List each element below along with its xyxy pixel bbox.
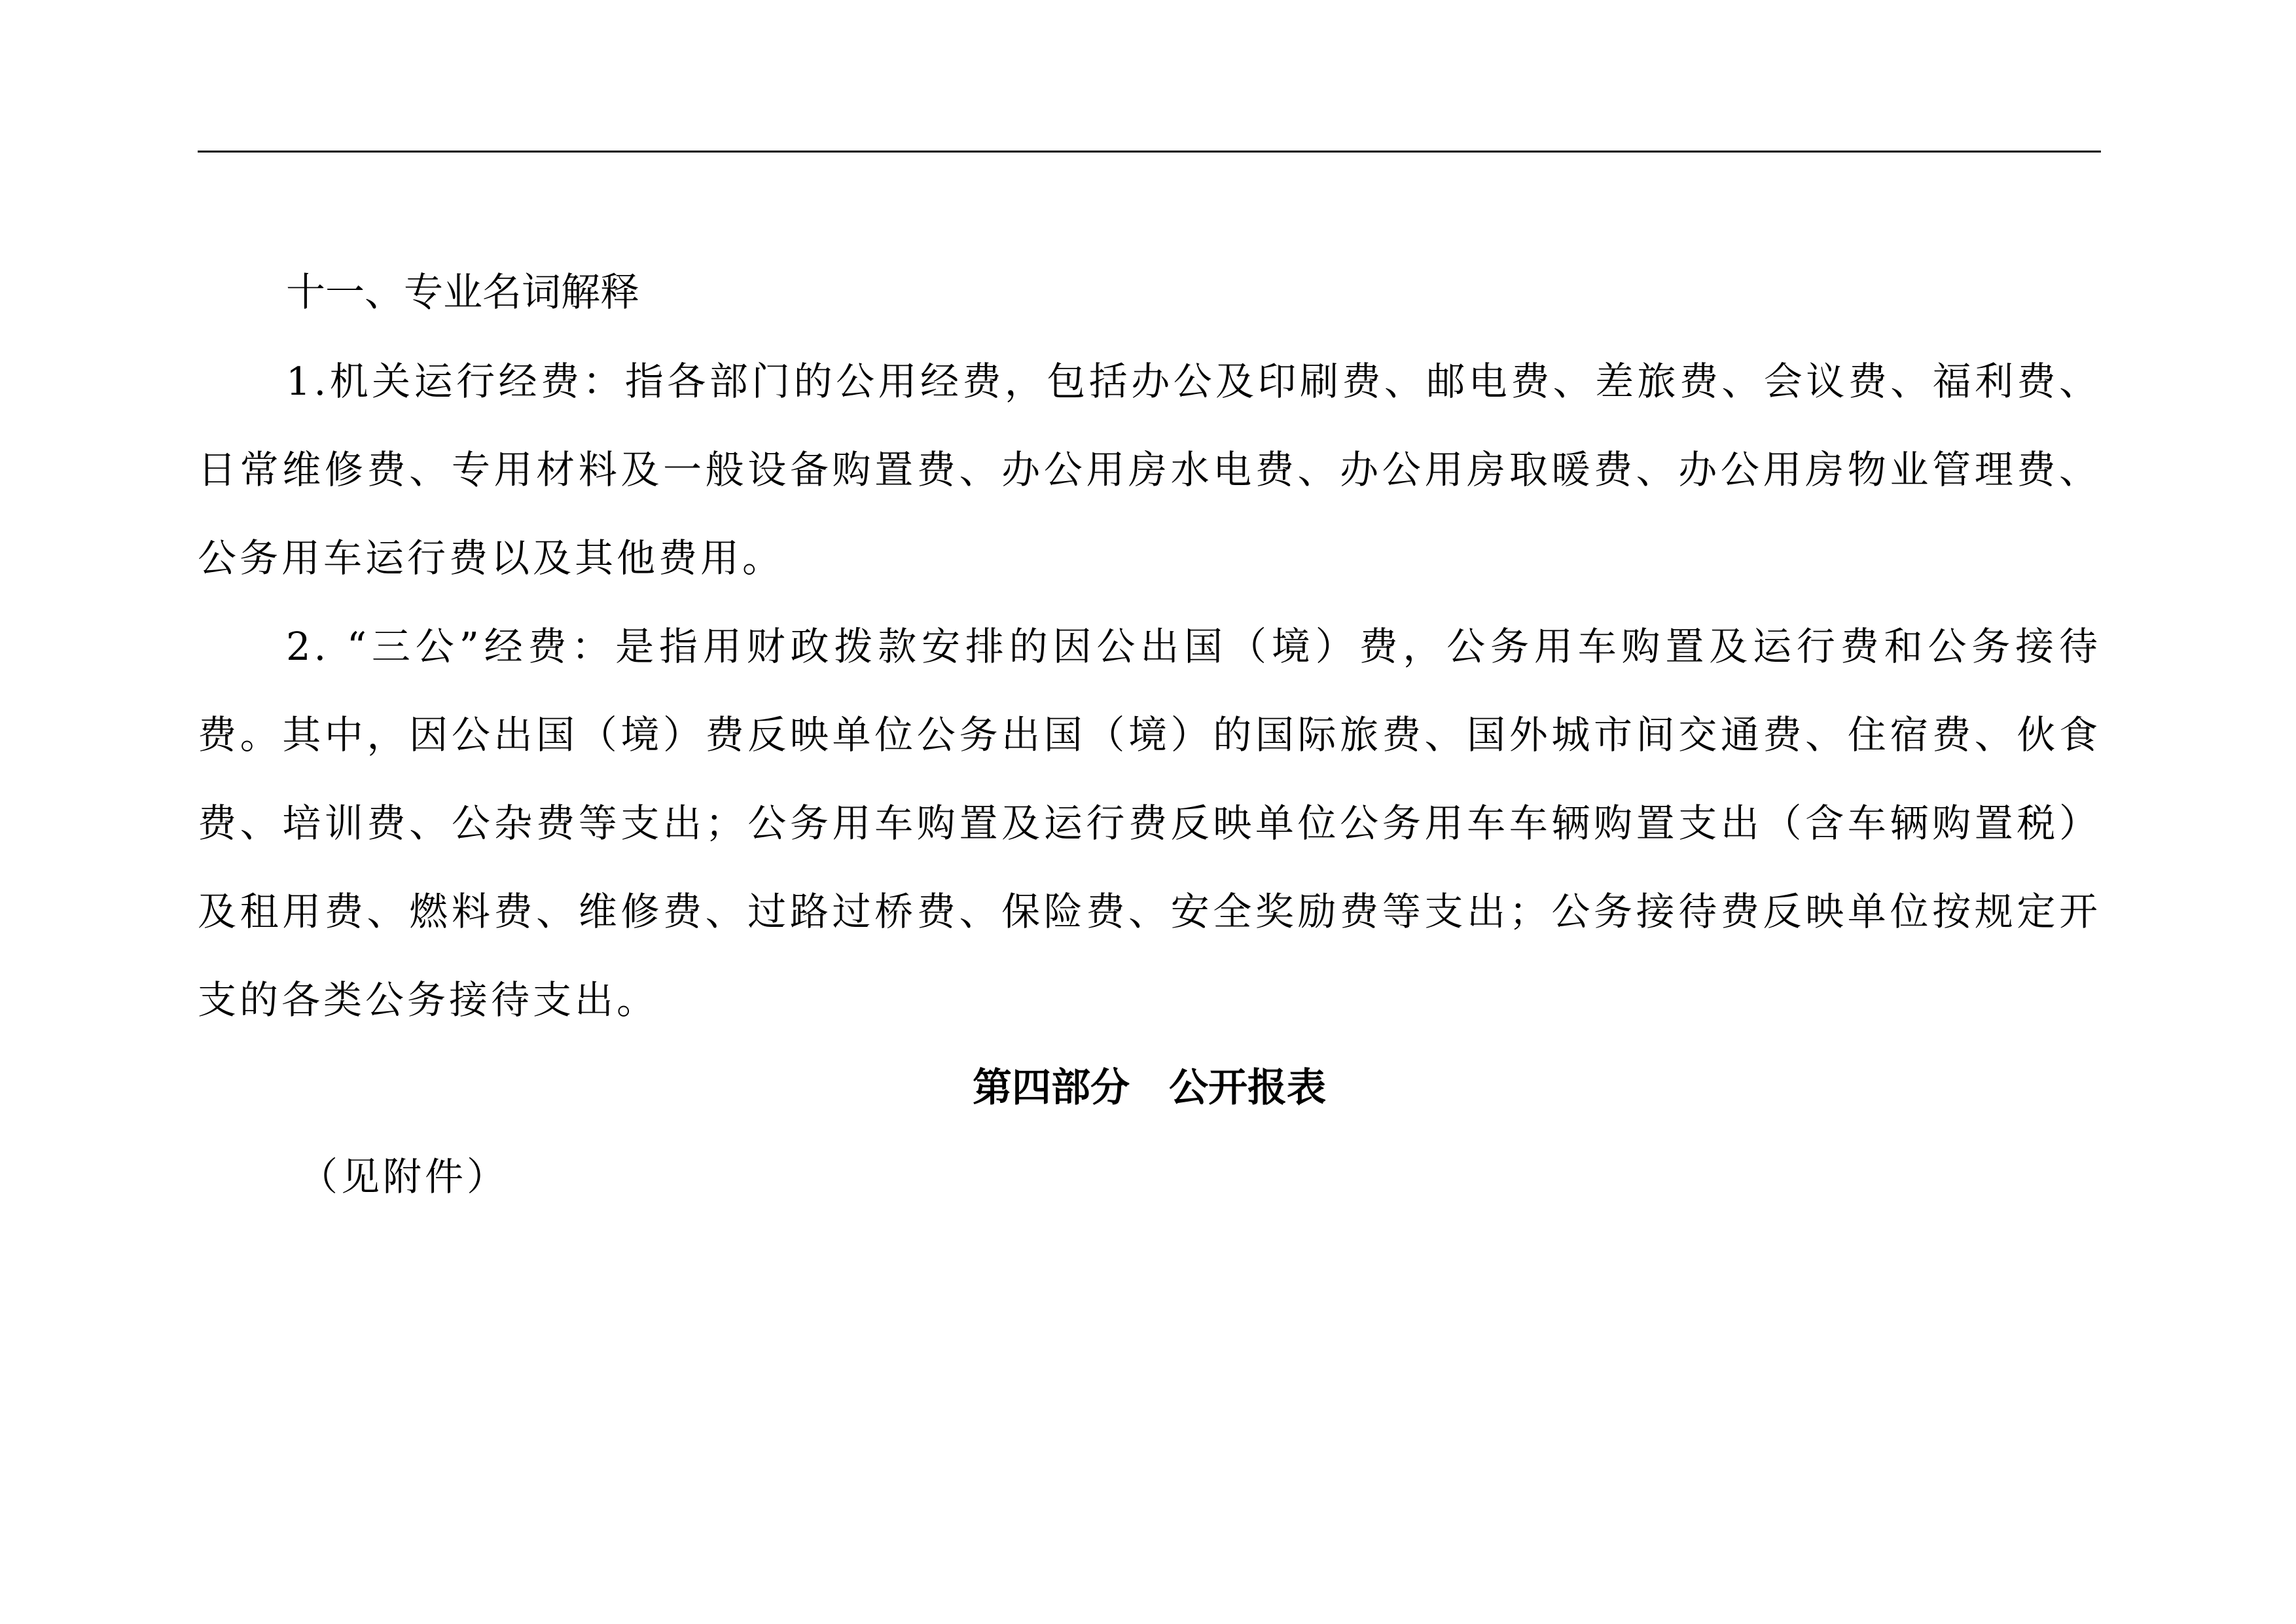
definition-paragraph-2: 2. “三公”经费：是指用财政拨款安排的因公出国（境）费，公务用车购置及运行费和公务接待费。其中，因公出国（境）费反映单位公务出国（境）的国际旅费、国外城市间交通费、住宿费、伙食费、培训费、公杂费等支出；公务用车购置及运行费反映单位公务用车车辆购置支出（含车辆购置税）及租用费、燃料费、维修费、过路过桥费、保险费、安全奖励费等支出；公务接待费反映单位按规定开支的各类公务接待支出。 — [198, 624, 2101, 1022]
section-heading: 十一、专业名词解释 — [286, 270, 639, 316]
part-title: 第四部分 公开报表 — [973, 1065, 1326, 1111]
header-rule — [198, 151, 2101, 153]
definition-paragraph-1: 1.机关运行经费：指各部门的公用经费，包括办公及印刷费、邮电费、差旅费、会议费、福利费、日常维修费、专用材料及一般设备购置费、办公用房水电费、办公用房取暖费、办公用房物业管理费、公务用车运行费以及其他费用。 — [198, 359, 2101, 581]
document-body — [198, 249, 2101, 1221]
attachment-note: （见附件） — [299, 1154, 509, 1199]
